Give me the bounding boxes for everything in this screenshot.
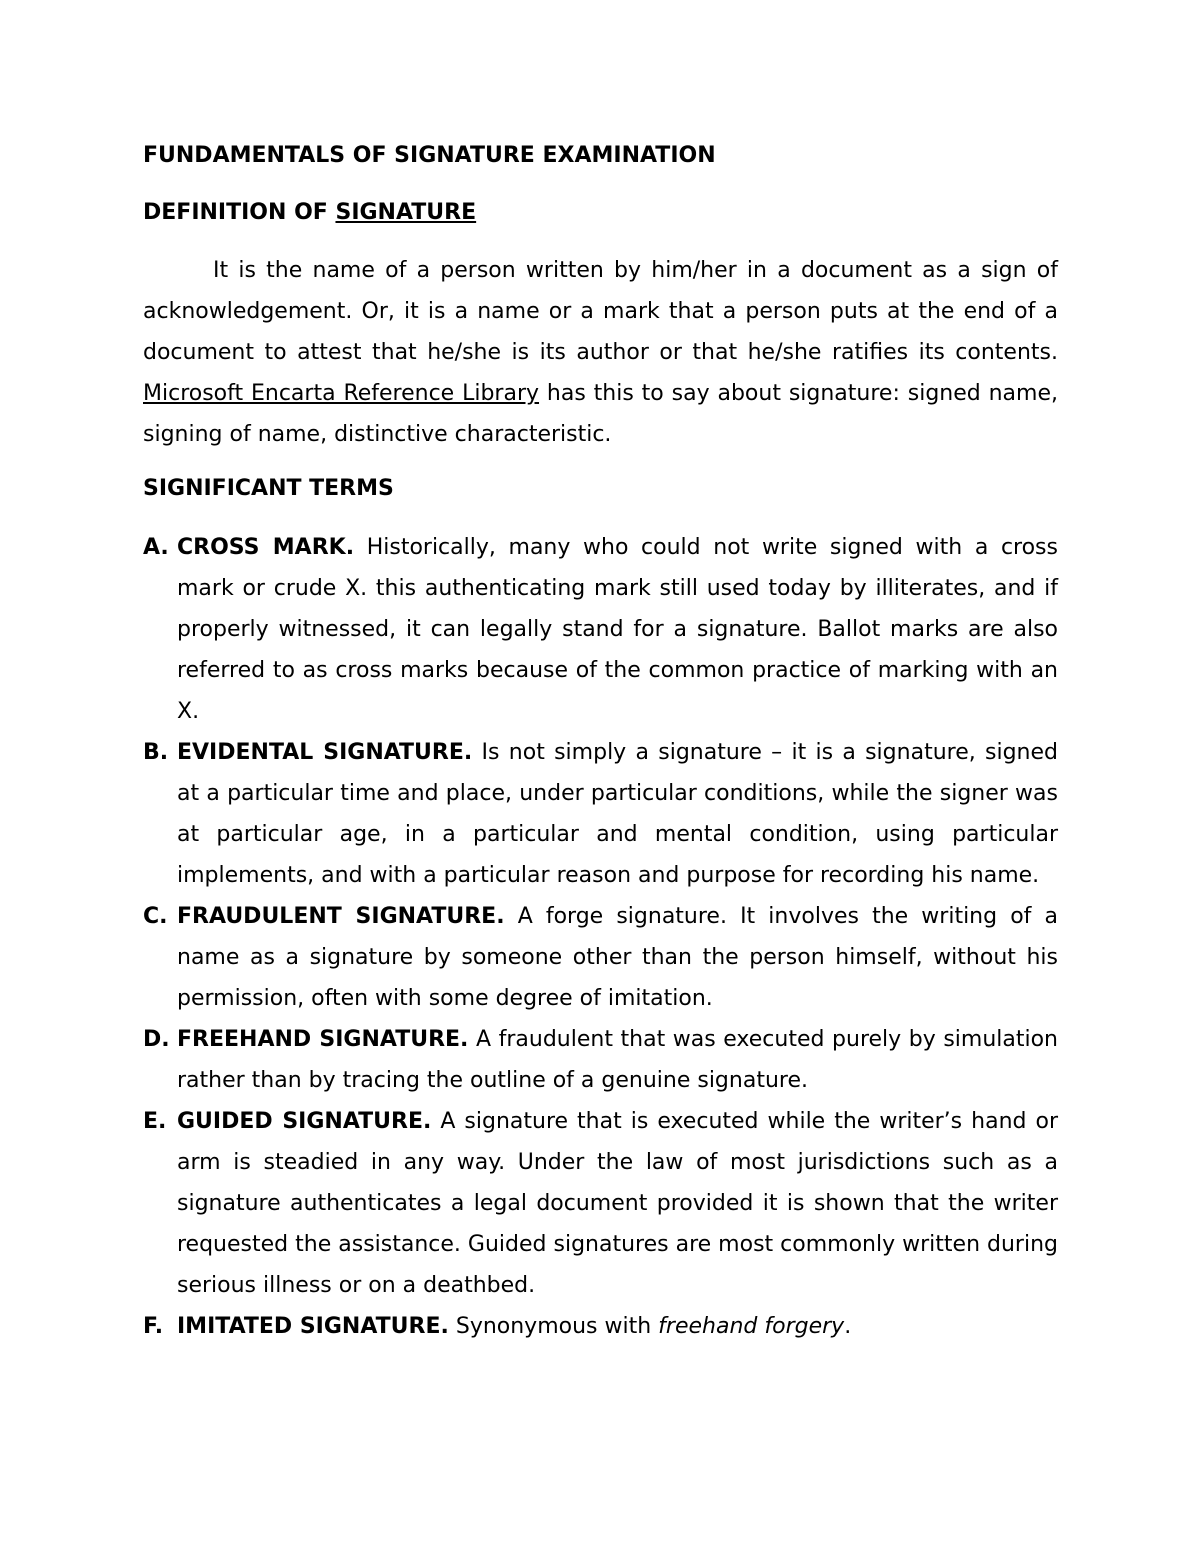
term-item — [143, 1019, 1058, 1101]
term-name: FREEHAND SIGNATURE. — [177, 1027, 469, 1052]
term-letter: C. — [143, 904, 168, 929]
term-name: EVIDENTAL SIGNATURE. — [177, 740, 473, 765]
term-item — [143, 732, 1058, 896]
term-description-end: . — [844, 1314, 852, 1339]
term-description: Historically, many who could not write signed with a cross mark or crude X. this authenticating mark still used today by illiterates, and if properly witnessed, it can legally stand for a signature. Ballot marks are also referred to as cross marks because of the common practice of marking with an X. — [177, 535, 1058, 724]
term-description: A forge signature. It involves the writing of a name as a signature by someone other than the person himself, without his permission, often with some degree of imitation. — [177, 904, 1059, 1011]
term-item — [143, 1101, 1058, 1306]
term-letter: D. — [143, 1027, 170, 1052]
reference-title: Microsoft Encarta Reference Library — [143, 381, 540, 406]
term-item — [143, 527, 1058, 732]
definition-heading-prefix: DEFINITION OF — [143, 200, 336, 225]
term-name: CROSS MARK. — [177, 535, 355, 560]
definition-text-before: It is the name of a person written by him/her in a document as a sign of acknowledgement. Or, it is a name or a mark that a person puts at the end of a document to attest that he/she is its author or that he/she ratifies its contents. — [143, 258, 1058, 365]
document-title: FUNDAMENTALS OF SIGNATURE EXAMINATION — [143, 143, 716, 168]
definition-paragraph — [143, 250, 1058, 455]
term-description: A fraudulent that was executed purely by simulation rather than by tracing the outline of a genuine signature. — [177, 1027, 1059, 1093]
terms-heading: SIGNIFICANT TERMS — [143, 476, 394, 501]
term-letter: A. — [143, 535, 169, 560]
definition-heading-underlined: SIGNATURE — [335, 200, 477, 225]
terms-list — [143, 527, 1058, 1347]
definition-heading — [143, 195, 1058, 231]
definition-text-after: has this to say about signature: signed name, signing of name, distinctive characteristic. — [143, 381, 1058, 447]
term-name: IMITATED SIGNATURE. — [177, 1314, 449, 1339]
term-italic-text: freehand forgery — [658, 1314, 845, 1339]
term-description: A signature that is executed while the writer’s hand or arm is steadied in any way. Under the law of most jurisdictions such as a signature authenticates a legal document provided it is shown that the writer requested the assistance. Guided signatures are most commonly written during serious illness or on a deathbed. — [177, 1109, 1058, 1298]
term-item — [143, 1306, 1058, 1347]
term-letter: F. — [143, 1314, 164, 1339]
term-description: Is not simply a signature – it is a signature, signed at a particular time and place, under particular conditions, while the signer was at particular age, in a particular and mental condition, using particular implements, and with a particular reason and purpose for recording his name. — [177, 740, 1058, 888]
term-description: Synonymous with — [448, 1314, 659, 1339]
term-letter: B. — [143, 740, 169, 765]
term-item — [143, 896, 1058, 1019]
document-page — [143, 138, 1058, 1347]
term-letter: E. — [143, 1109, 167, 1134]
term-name: FRAUDULENT SIGNATURE. — [177, 904, 505, 929]
term-name: GUIDED SIGNATURE. — [177, 1109, 432, 1134]
